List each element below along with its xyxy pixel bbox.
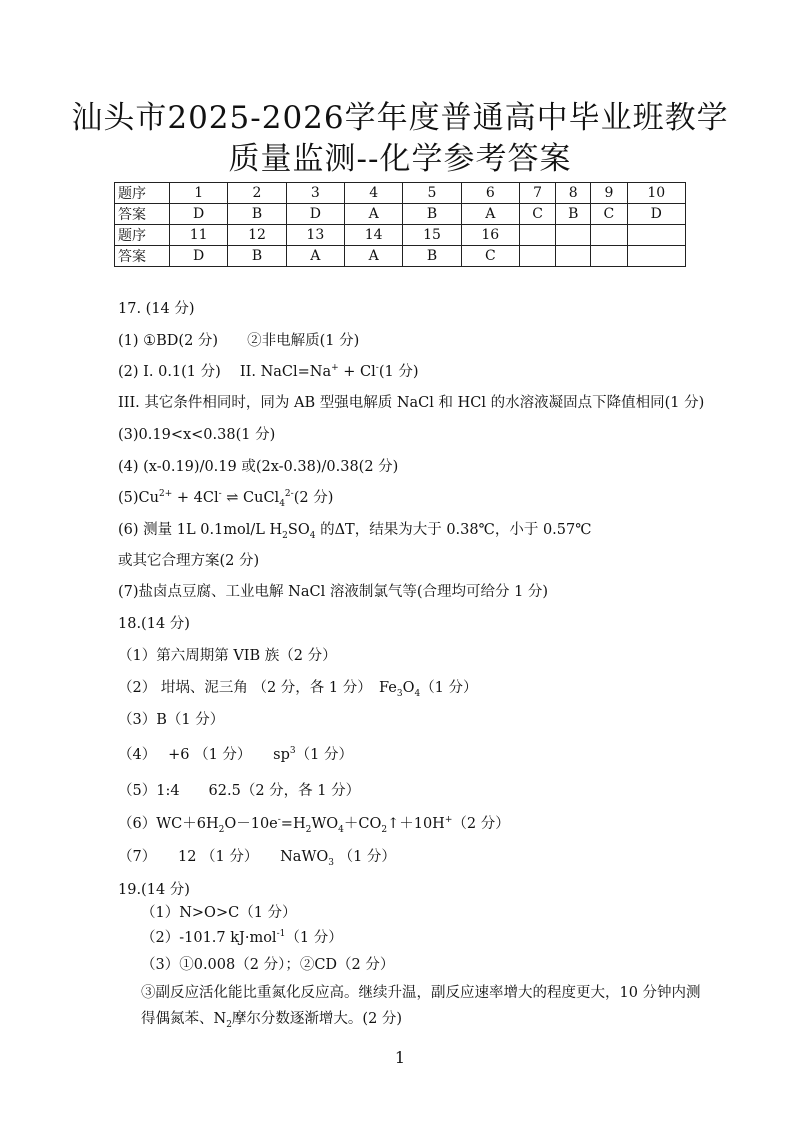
answer-table-row [115,225,686,246]
q17-part-3: (3)0.19<x<0.38(1 分) [118,427,276,443]
answer-table-cell: D [170,204,228,225]
answer-table-cell: B [228,204,286,225]
q18-part-5: （5）1:4 62.5（2 分，各 1 分） [118,783,361,799]
document-title-line-1: 汕头市2025-2026学年度普通高中毕业班教学 [71,100,729,136]
q17-part-6: (6) 测量 1L 0.1mol/L $H_2SO_4$ 的ΔT，结果为大于 0.38℃，小于 0.57℃ [118,522,592,541]
answer-table-cell: B [403,204,461,225]
answer-table-cell: 5 [403,183,461,204]
answer-table-cell: 15 [403,225,461,246]
q19-part-2: （2）-101.7 kJ·mol$^{-1}$（1 分） [141,929,343,946]
answer-table-cell: 2 [228,183,286,204]
answer-table-row [115,246,686,267]
answer-table-cell: 9 [591,183,627,204]
q17-part-2: (2) I. 0.1(1 分) II. NaCl=Na+ + Cl-(1 分) [118,363,419,380]
q18-part-3: （3）B（1 分） [118,712,225,728]
page-number: 1 [394,1048,406,1067]
answer-table-cell [627,225,685,246]
q17-part-4: (4) (x-0.19)/0.19 或(2x-0.38)/0.38(2 分) [118,459,399,475]
answer-table-cell [556,225,591,246]
q17-part-1: (1) ①BD(2 分) ②非电解质(1 分) [118,333,360,349]
row-label: 答案 [115,246,170,267]
q19-part-3-explanation: ③副反应活化能比重氮化反应高。继续升温，副反应速率增大的程度更大，10 分钟内测 [141,985,701,1001]
answer-table-cell: 4 [344,183,402,204]
answer-table-cell: 10 [627,183,685,204]
answer-table-cell [519,246,555,267]
row-label: 题序 [115,225,170,246]
q17-part-7: (7)盐卤点豆腐、工业电解 NaCl 溶液制氯气等(合理均可给分 1 分) [118,584,549,600]
answer-table-cell: A [461,204,519,225]
answer-table-cell: B [228,246,286,267]
answer-table-cell: C [461,246,519,267]
answer-table-row [115,183,686,204]
document-title-line-2: 质量监测--化学参考答案 [228,141,572,177]
q19-part-1: （1）N>O>C（1 分） [141,905,297,921]
answer-table-cell: A [344,204,402,225]
answer-table-row [115,204,686,225]
answer-table-cell: B [556,204,591,225]
answer-table-cell: 3 [286,183,344,204]
answer-table-cell [627,246,685,267]
q17-header: 17. (14 分) [118,301,195,317]
q17-part-2-iii: III. 其它条件相同时，同为 AB 型强电解质 NaCl 和 HCl 的水溶液凝固点下降值相同(1 分) [118,395,705,411]
answer-table-cell: D [627,204,685,225]
answer-table-cell [519,225,555,246]
answer-table [114,182,686,267]
row-label: 答案 [115,204,170,225]
q18-part-7: （7） 12 （1 分） NaWO$_3$ （1 分） [118,849,396,868]
answer-table-cell [591,225,627,246]
answer-table-cell [591,246,627,267]
answer-table-cell: D [286,204,344,225]
answer-table-cell: C [519,204,555,225]
answer-table-cell: 8 [556,183,591,204]
q18-part-2: （2） 坩埚、泥三角 （2 分，各 1 分） $Fe_3O_4(1$ 分） [118,680,478,699]
q18-part-6: $(6)WC+6H_2O-10e^-=H_2WO_4+CO_2↑+10H^+(2$ 分） [118,815,510,835]
answer-table-cell: 12 [228,225,286,246]
answer-table-cell: 14 [344,225,402,246]
answer-table-cell: 1 [170,183,228,204]
answer-table-cell [556,246,591,267]
answer-table-cell: A [344,246,402,267]
answer-table-cell: B [403,246,461,267]
answer-table-cell: C [591,204,627,225]
answer-table-cell: 7 [519,183,555,204]
answer-table-cell: A [286,246,344,267]
row-label: 题序 [115,183,170,204]
answer-table-cell: 11 [170,225,228,246]
q18-part-1: （1）第六周期第 VIB 族（2 分） [118,648,337,664]
q18-part-4: （4） +6 （1 分） $sp^3(1$ 分） [118,746,353,763]
answer-table-cell: 16 [461,225,519,246]
answer-table-cell: D [170,246,228,267]
q19-part-3-explanation-cont: 得偶氮苯、$N_2$摩尔分数逐渐增大。(2 分) [141,1011,403,1030]
q17-part-6-alt: 或其它合理方案(2 分) [118,553,260,569]
answer-table-cell: 13 [286,225,344,246]
q19-header: 19.(14 分) [118,882,190,898]
q18-header: 18.(14 分) [118,616,190,632]
q19-part-3: （3）①0.008（2 分）；②CD（2 分） [141,957,395,973]
answer-table-cell: 6 [461,183,519,204]
q17-part-5: $(5)Cu^{2+} + 4Cl^-$ ⇌ CuCl$_4^{2-}$(2 分) [118,489,334,509]
